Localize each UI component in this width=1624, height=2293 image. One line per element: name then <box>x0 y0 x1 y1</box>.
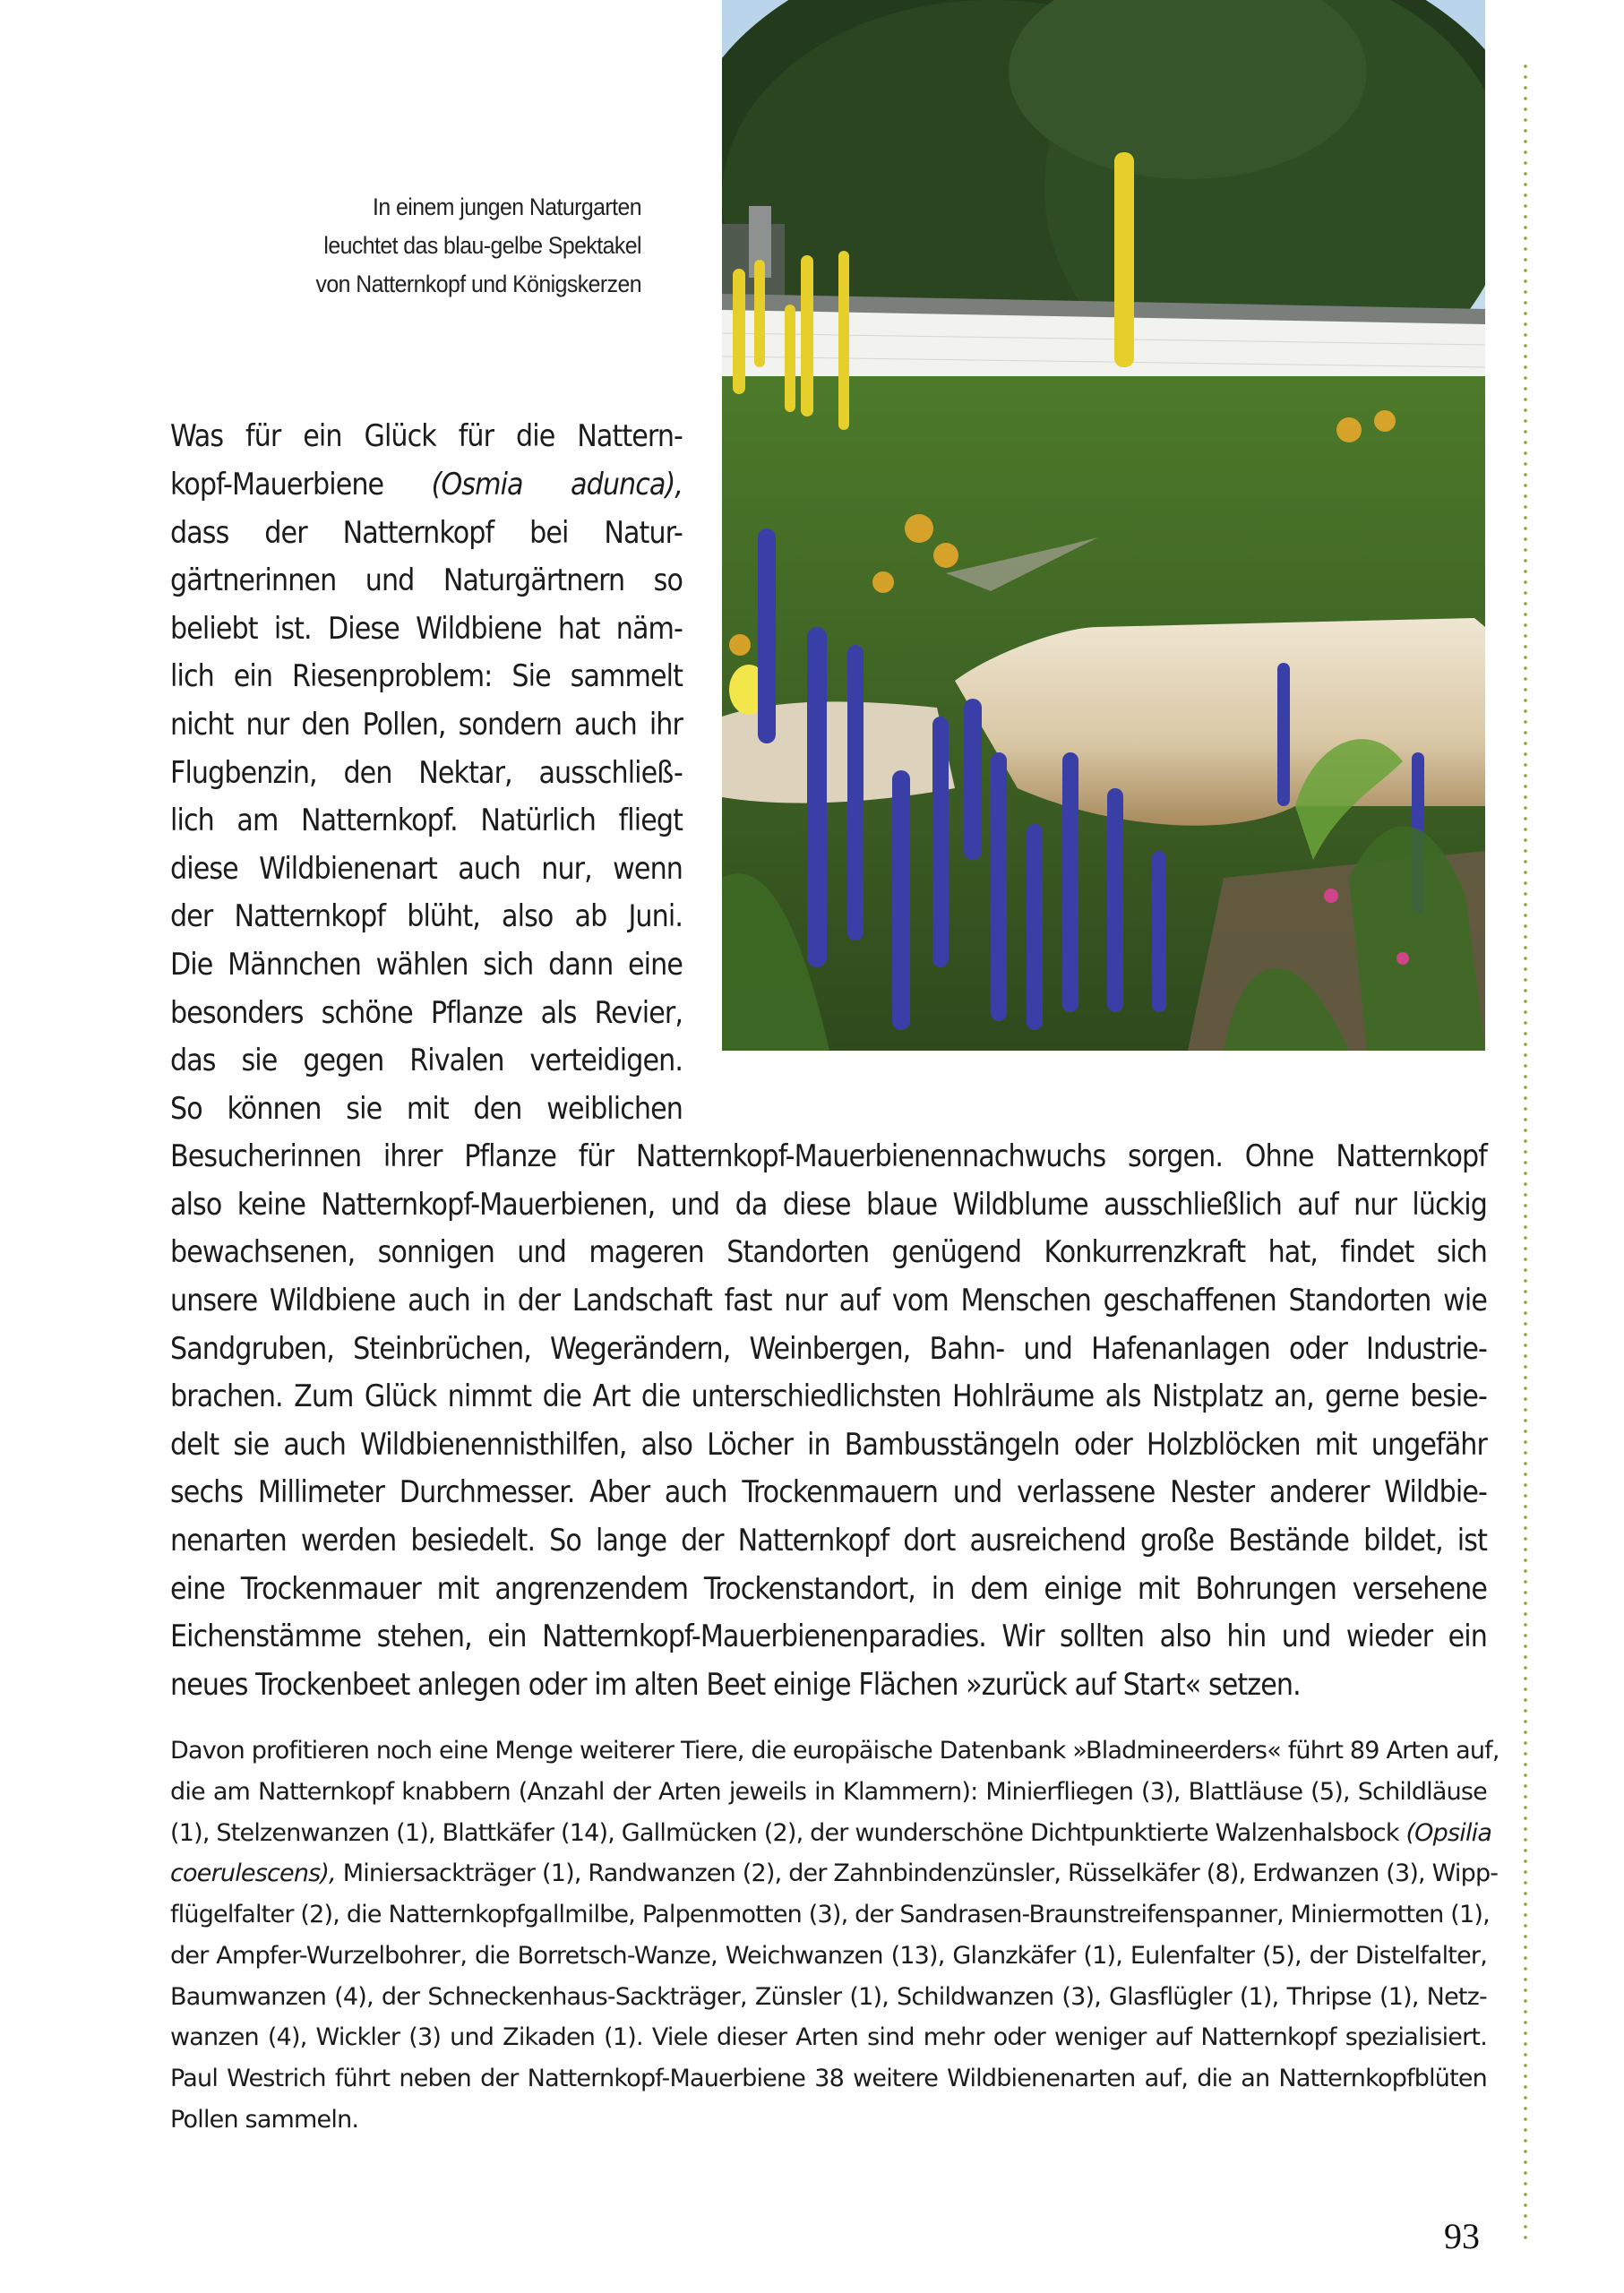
text-line: kopf-Mauerbiene (Osmia adunca), <box>170 467 683 502</box>
text-line: neues Trockenbeet anlegen oder im alten Beet einige Flächen »zurück auf Start« setzen. <box>170 1667 1301 1702</box>
text-line: Paul Westrich führt neben der Natternkopf-Mauerbiene 38 weitere Wildbienenarten auf, die an Natternkopfblüten <box>170 2065 1487 2092</box>
caption-line: leuchtet das blau-gelbe Spektakel <box>323 232 641 259</box>
text-line: So können sie mit den weiblichen <box>170 1091 683 1126</box>
text-line: dass der Natternkopf bei Natur- <box>170 515 683 550</box>
text-line: Baumwanzen (4), der Schneckenhaus-Sackträger, Zünsler (1), Schildwanzen (3), Glasflügler (1), Thripse (1), Netz- <box>170 1983 1487 2011</box>
caption-line: von Natternkopf und Königskerzen <box>315 271 641 297</box>
text-line: flügelfalter (2), die Natternkopfgallmilbe, Palpenmotten (3), der Sandrasen-Braunstreifenspanner, Miniermotten (1), <box>170 1901 1490 1928</box>
text-line: wanzen (4), Wickler (3) und Zikaden (1). Viele dieser Arten sind mehr oder weniger auf Natternkopf spezialisiert. <box>170 2023 1487 2051</box>
text-line: das sie gegen Rivalen verteidigen. <box>170 1043 683 1078</box>
text-line: coerulescens), Miniersackträger (1), Randwanzen (2), der Zahnbindenzünsler, Rüsselkäfer (8), Erdwanzen (3), Wipp- <box>170 1859 1499 1887</box>
species-name: coerulescens), <box>170 1859 336 1887</box>
text-line: Sandgruben, Steinbrüchen, Wegerändern, Weinbergen, Bahn- und Hafenanlagen oder Industrie- <box>170 1331 1487 1366</box>
text-line: diese Wildbienenart auch nur, wenn <box>170 851 683 886</box>
text-line: nenarten werden besiedelt. So lange der Natternkopf dort ausreichend große Bestände bildet, ist <box>170 1523 1487 1558</box>
text-line: also keine Natternkopf-Mauerbienen, und da diese blaue Wildblume ausschließlich auf nur lückig <box>170 1187 1487 1222</box>
text-line: Eichenstämme stehen, ein Natternkopf-Mauerbienenparadies. Wir sollten also hin und wieder ein <box>170 1619 1487 1653</box>
text-line: besonders schöne Pflanze als Revier, <box>170 995 683 1030</box>
text-line: lich ein Riesenproblem: Sie sammelt <box>170 658 683 693</box>
text-line: Flugbenzin, den Nektar, ausschließ- <box>170 755 683 790</box>
text-line: lich am Natternkopf. Natürlich fliegt <box>170 803 683 837</box>
text-line: (1), Stelzenwanzen (1), Blattkäfer (14), Gallmücken (2), der wunderschöne Dichtpunktierte Walzenhalsbock (Opsilia <box>170 1819 1492 1847</box>
text-line: eine Trockenmauer mit angrenzendem Trockenstandort, in dem einige mit Bohrungen versehene <box>170 1571 1487 1606</box>
text-line: delt sie auch Wildbienennisthilfen, also Löcher in Bambusstängeln oder Holzblöcken mit ungefähr <box>170 1427 1487 1462</box>
text-line: unsere Wildbiene auch in der Landschaft fast nur auf vom Menschen geschaffenen Standorten wie <box>170 1283 1487 1318</box>
text-line: brachen. Zum Glück nimmt die Art die unterschiedlichsten Hohlräume als Nistplatz an, gerne besie- <box>170 1378 1487 1413</box>
text-line: der Ampfer-Wurzelbohrer, die Borretsch-Wanze, Weichwanzen (13), Glanzkäfer (1), Eulenfalter (5), der Distelfalter, <box>170 1942 1487 1970</box>
text-line: Was für ein Glück für die Nattern- <box>170 418 683 453</box>
garden-photo-illustration <box>722 0 1485 1051</box>
species-name: (Osmia adunca), <box>431 467 683 502</box>
text-line: der Natternkopf blüht, also ab Juni. <box>170 898 683 933</box>
text-line: sechs Millimeter Durchmesser. Aber auch Trockenmauern und verlassene Nester anderer Wildbie- <box>170 1474 1487 1509</box>
photo-caption <box>287 188 641 304</box>
text-line: nicht nur den Pollen, sondern auch ihr <box>170 707 683 742</box>
text-line: Davon profitieren noch eine Menge weiterer Tiere, die europäische Datenbank »Bladmineerders« führt 89 Arten auf, <box>170 1737 1499 1765</box>
garden-photo <box>722 0 1485 1051</box>
text-line: Die Männchen wählen sich dann eine <box>170 947 683 982</box>
dotted-margin-rule <box>1524 61 1527 2246</box>
text-line: Besucherinnen ihrer Pflanze für Natternkopf-Mauerbienennachwuchs sorgen. Ohne Natternkopf <box>170 1138 1487 1173</box>
caption-line: In einem jungen Naturgarten <box>373 193 641 220</box>
text-line: Pollen sammeln. <box>170 2106 359 2134</box>
species-name: (Opsilia <box>1405 1819 1492 1847</box>
page-number: 93 <box>1444 2216 1480 2256</box>
text-line: die am Natternkopf knabbern (Anzahl der Arten jeweils in Klammern): Minierfliegen (3), Blattläuse (5), Schildläuse <box>170 1778 1487 1806</box>
text-line: gärtnerinnen und Naturgärtnern so <box>170 563 683 597</box>
text-line: beliebt ist. Diese Wildbiene hat näm- <box>170 611 683 646</box>
text-line: bewachsenen, sonnigen und mageren Standorten genügend Konkurrenzkraft hat, findet sich <box>170 1234 1487 1269</box>
